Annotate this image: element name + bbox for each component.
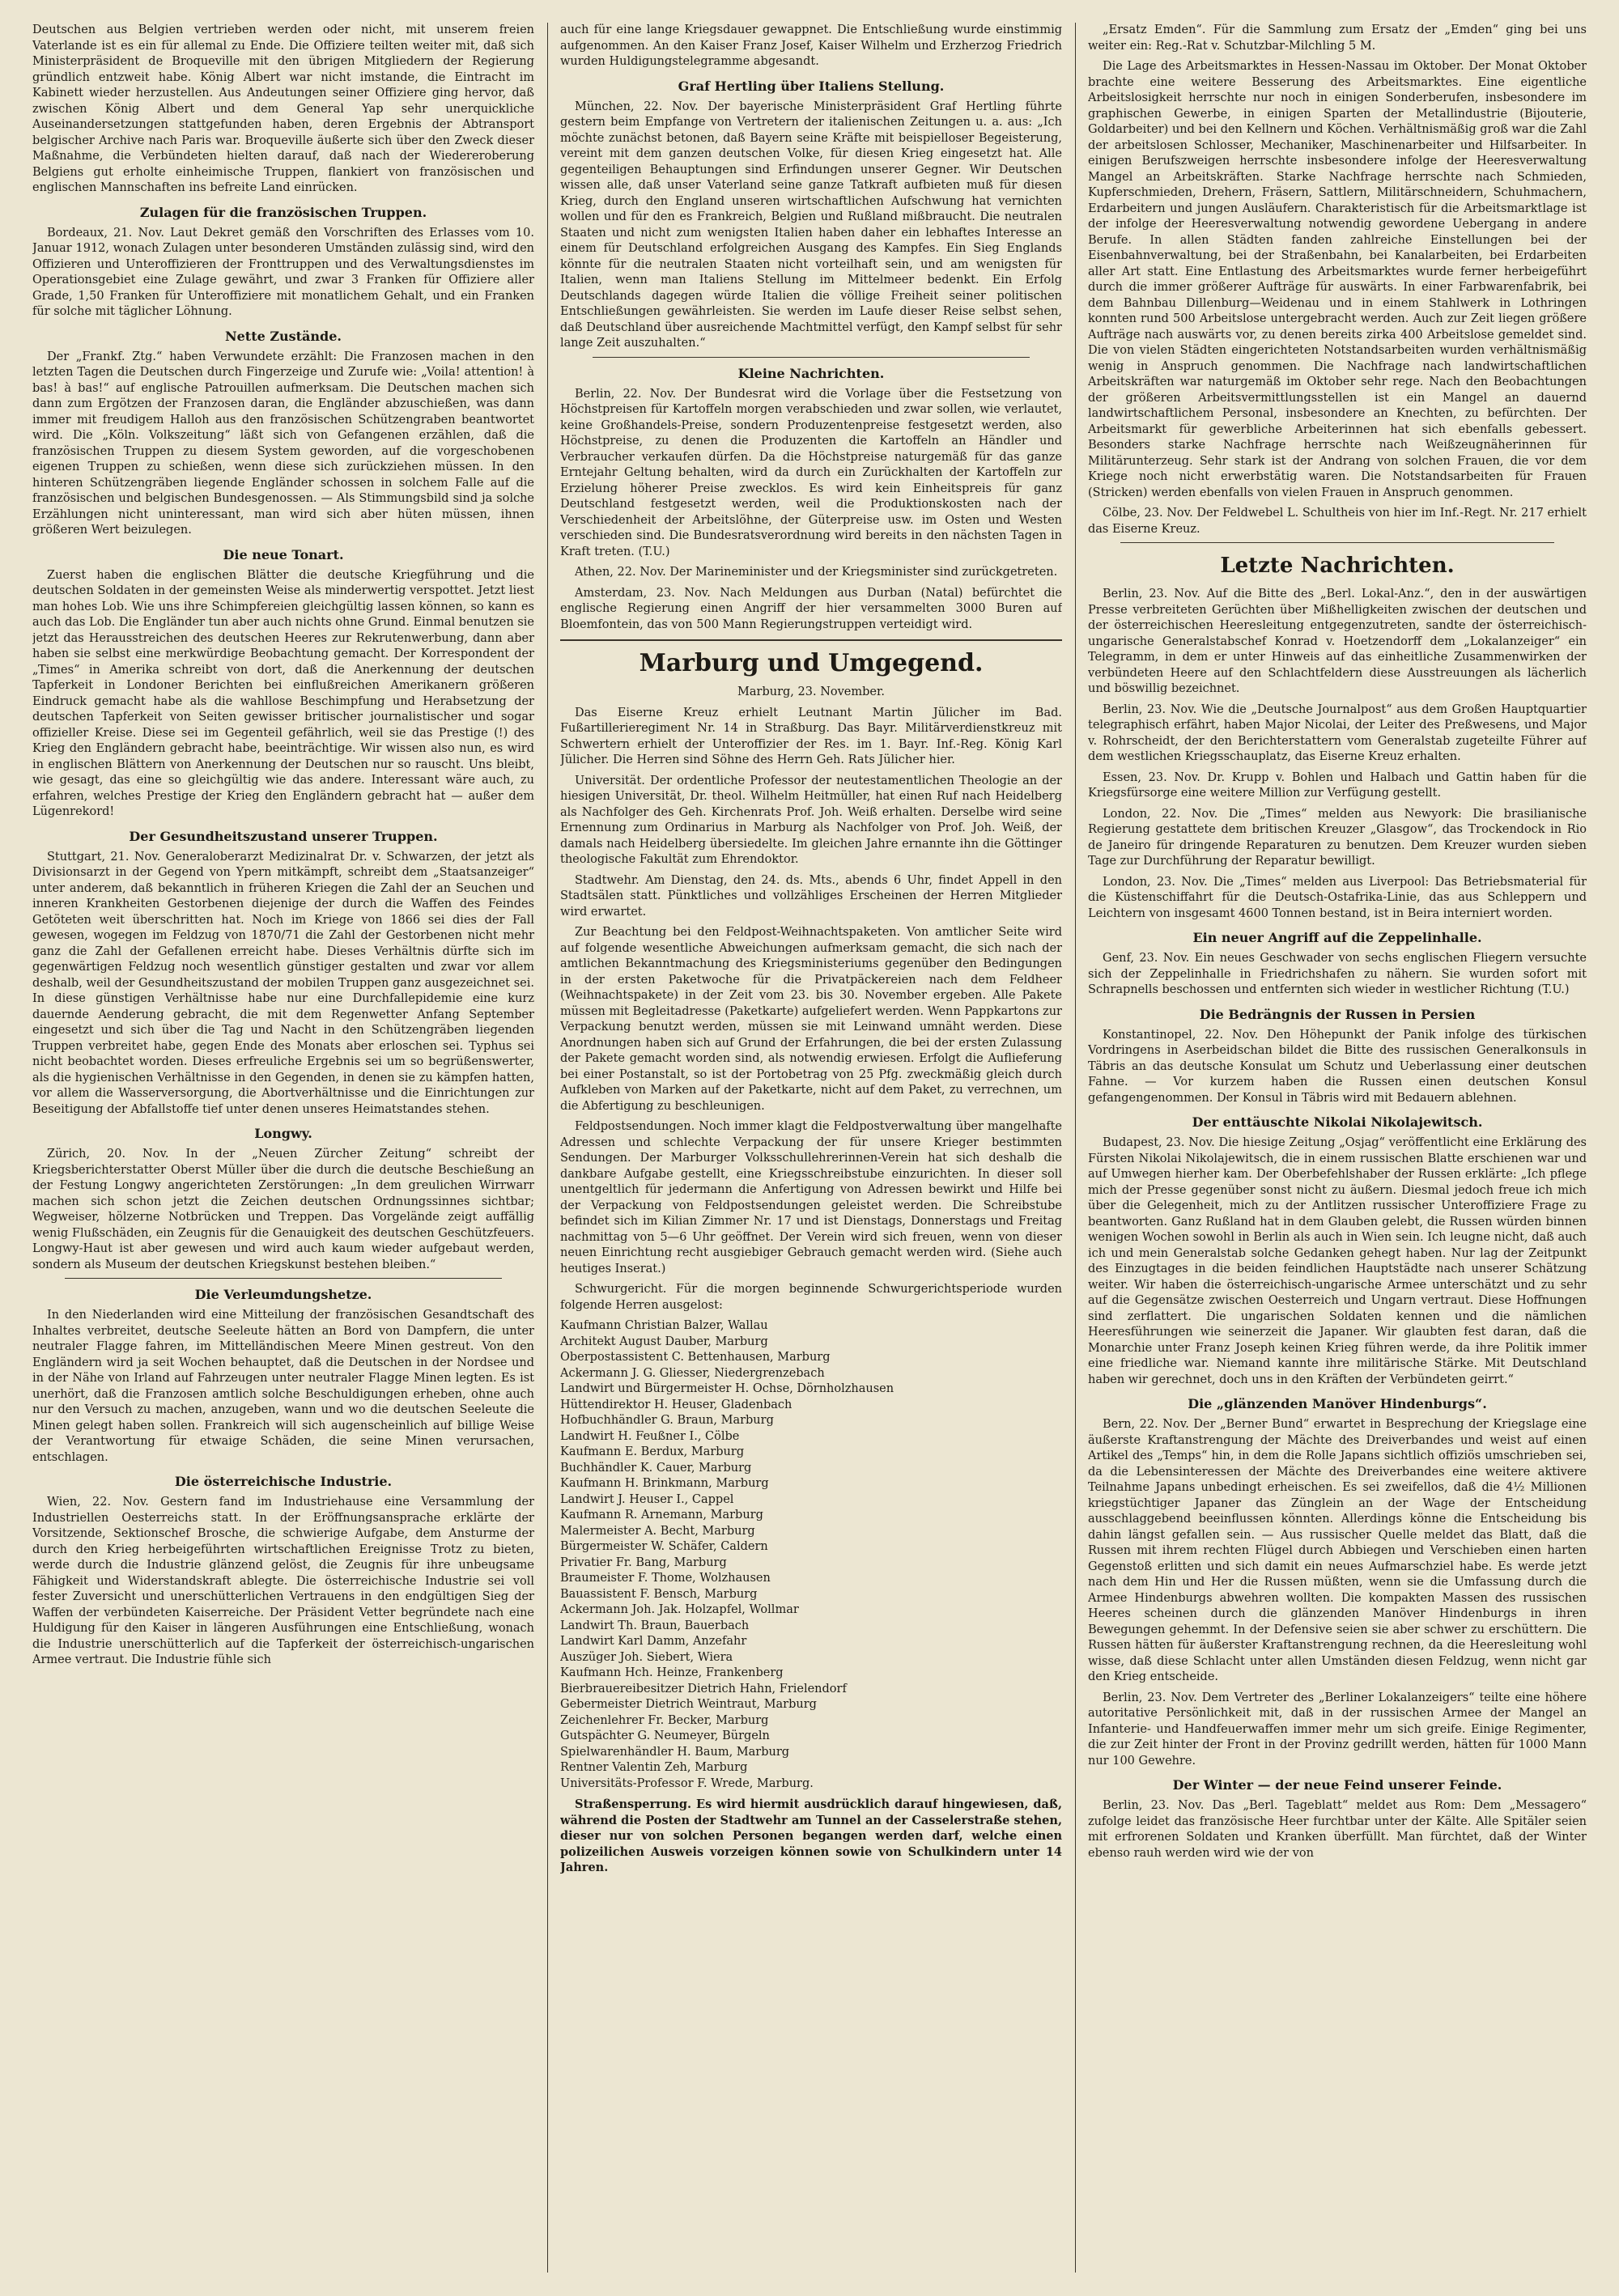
headline-neue-tonart: Die neue Tonart. xyxy=(223,546,344,562)
article-hindenburg: Bern, 22. Nov. Der „Berner Bund“ erwartet in Besprechung der Kriegslage eine äußerste Kraftanstrengung der Mächte des Dreiverbandes und weist auf einen Artikel des „Temps“ hin, in dem die Rolle Japans sichtlich offiziös umschrieben sei, da die Lebensinteressen der Mächte des Dreiverbandes eine weitere aktivere Teilnahme Japans unbedingt erheischen. Es sei zweifellos, daß die 4½ Millionen kriegstüchtiger Japaner das Zünglein an der Wage der Entscheidung ausschlaggebend beeinflussen könnten. Allerdings könne die Entscheidung bis dahin längst gefallen sein. — Aus russischer Quelle meldet das Blatt, daß die Russen mit ihrem rechten Flügel durch Abbiegen und Verschieben einen harten Gegenstoß erlitten und sich damit ein neues Aufmarschziel habe. Es werde jetzt nach dem Hin und Her die Russen müßten, wenn sie die Umfassung durch die Armee Hindenburgs abwehren wollten. Die kompakten Massen des russischen Heeres scheinen durch die glänzenden Manöver Hindenburgs in ihren Bewegungen gehemmt. In der Defensive seien sie aber schwer zu erschüttern. Die Russen hätten für äußerster Kraftanstrengung rechnen, da die Heeresleitung wohl wisse, daß diese Schlacht unter allen Umständen diesen Feldzug, wenn nicht gar den Krieg entscheide. xyxy=(1088,1418,1587,1683)
list-item: Auszüger Joh. Siebert, Wiera xyxy=(560,1650,733,1664)
headline-zulagen: Zulagen für die französischen Truppen. xyxy=(139,204,427,220)
column-rule xyxy=(1075,23,1076,2273)
column-right xyxy=(1088,23,1587,2273)
list-item: Kaufmann E. Berdux, Marburg xyxy=(560,1445,745,1458)
divider xyxy=(65,1278,502,1279)
article-feldpostsendungen: Feldpostsendungen. Noch immer klagt die Feldpostverwaltung über mangelhafte Adressen und schlechte Verpackung der für unsere Krieger bestimmten Sendungen. Der Marburger Volksschullehrerinnen-Verein hat sich deshalb die dankbare Aufgabe gestellt, eine Kriegsschreibstube einzurichten. In dieser soll unentgeltlich für jedermann die Anfertigung von Adressen bewirkt und Hilfe bei der Verpackung von Feldpostsendungen geleistet werden. Die Schreibstube befindet sich im Kilian Zimmer Nr. 17 und ist Dienstags, Donnerstags und Freitag nachmittag von 5—6 Uhr geöffnet. Der Verein wird sich freuen, wenn von dieser neuen Einrichtung recht ausgiebiger Gebrauch gemacht werden wird. (Siehe auch heutiges Inserat.) xyxy=(560,1120,1062,1275)
headline-verleumdung: Die Verleumdungshetze. xyxy=(194,1287,372,1302)
list-item: Privatier Fr. Bang, Marburg xyxy=(560,1555,727,1569)
article-gesundheit: Stuttgart, 21. Nov. Generaloberarzt Medizinalrat Dr. v. Schwarzen, der jetzt als Divisionsarzt in der Gegend von Ypern mitkämpft, schreibt dem „Staatsanzeiger“ unter anderem, daß bekanntlich in früheren Kriegen die Zahl der an Seuchen und inneren Krankheiten Gestorbenen diejenige der durch die Waffen des Feindes Getöteten weit überschritten hat. Noch im Kriege von 1866 sei dies der Fall gewesen, wogegen im Feldzug von 1870/71 die Zahl der Gestorbenen nicht mehr ganz die Zahl der Gefallenen erreicht habe. Dieses Verhältnis dürfte sich im gegenwärtigen Feldzug noch wesentlich günstiger gestalten und zwar vor allem deshalb, weil der Gesundheitszustand der mobilen Truppen ganz ausgezeichnet sei. In diese günstigen Verhältnisse habe nur eine Durchfallepidemie eine kurz dauernde Aenderung gebracht, die mit dem Regenwetter Anfang September eingesetzt und sich über die Tag und Nacht in den Schützengräben liegenden Truppen verbreitet habe, gegen Ende des Monats aber erloschen sei. Typhus sei nicht beobachtet worden. Dieses erfreuliche Ergebnis sei um so begrüßenswerter, als die hygienischen Verhältnisse in den Gegenden, in denen sie zu kämpfen hatten, vor allem die Wasserversorgung, die Abortverhältnisse und die Einrichtungen zur Beseitigung der Abfallstoffe tief unter denen unseres Heimatstandes stehen. xyxy=(32,850,534,1116)
article-nette-zustaende: Der „Frankf. Ztg.“ haben Verwundete erzählt: Die Franzosen machen in den letzten Tagen die Deutschen durch Fingerzeige und Zurufe wie: „Voila! attention! à bas! à bas!“ auf englische Patrouillen aufmerksam. Die Deutschen machen sich dann zum Ergötzen der Franzosen daran, die Engländer abzuschießen, was dann immer mit freudigem Halloh aus den französischen Schützengraben beantwortet wird. Die „Köln. Volkszeitung“ läßt sich von Gefangenen erzählen, daß die französischen Truppen zu diesem System geworden, auf die vorgeschobenen eigenen Truppen zu schießen, wenn diese sich zurückziehen müssen. In den hinteren Schützengräben liegende Engländer schossen in solchem Falle auf die französischen und belgischen Bundesgenossen. — Als Stimmungsbild sind ja solche Erzählungen nicht uninteressant, man wird sich aber hüten müssen, ihnen größeren Wert beizulegen. xyxy=(32,350,534,537)
article-beira: London, 23. Nov. Die „Times“ melden aus Liverpool: Das Betriebsmaterial für die Küstenschiffahrt für die Deutsch-Ostafrika-Linie, das aus Schleppern und Leichtern von insgesamt 4600 Tonnen bestand, ist in Beira interniert worden. xyxy=(1088,875,1587,920)
article-oesterr-industrie: Wien, 22. Nov. Gestern fand im Industriehause eine Versammlung der Industriellen Oesterreichs statt. In der Eröffnungsansprache erklärte der Vorsitzende, Sektionschef Brosche, die schwierige Aufgabe, dem Ansturme der durch den Krieg herbeigeführten wirtschaftlichen Ereignisse Trotz zu bieten, werde durch die Industrie glänzend gelöst, die Zeugnis für ihre unbeugsame Fähigkeit und Widerstandskraft ablegte. Die österreichische Industrie sei voll fester Zuversicht und unerschütterlichen Vertrauens in den endgültigen Sieg der Waffen der verbündeten Kaiserreiche. Der Präsident Vetter begründete nach eine Huldigung für den Kaiser in längeren Ausführungen eine Entschließung, wonach die Industrie unerschütterlich auf die Tapferkeit der österreichisch-ungarischen Armee vertraut. Die Industrie fühle sich xyxy=(32,1496,534,1666)
article-glasgow: London, 22. Nov. Die „Times“ melden aus Newyork: Die brasilianische Regierung gestattete dem britischen Kreuzer „Glasgow“, das Trockendock in Rio de Janeiro für dringende Reparaturen zu benutzen. Dem Kreuzer wurden sieben Tage zur Durchführung der Reparatur bewilligt. xyxy=(1088,807,1587,868)
list-item: Landwirt J. Heuser I., Cappel xyxy=(560,1492,734,1506)
headline-hertling: Graf Hertling über Italiens Stellung. xyxy=(678,78,945,94)
headline-zeppelinhalle: Ein neuer Angriff auf die Zeppelinhalle. xyxy=(1192,930,1482,945)
juror-list xyxy=(560,1318,1062,1792)
list-item: Oberpostassistent C. Bettenhausen, Marburg xyxy=(560,1351,831,1364)
list-item: Landwirt und Bürgermeister H. Ochse, Dörnholzhausen xyxy=(560,1382,894,1395)
article-winter: Berlin, 23. Nov. Das „Berl. Tageblatt“ meldet aus Rom: Dem „Messagero“ zufolge leidet das französische Heer furchtbar unter der Kälte. Alle Spitäler seien mit erfrorenen Soldaten und Kranken überfüllt. Man fürchtet, daß der Winter ebenso rauh werden wird wie der von xyxy=(1088,1799,1587,1860)
newspaper-page xyxy=(32,23,1587,2273)
list-item: Universitäts-Professor F. Wrede, Marburg. xyxy=(560,1776,814,1790)
headline-winter: Der Winter — der neue Feind unserer Feinde. xyxy=(1172,1777,1502,1793)
column-middle xyxy=(560,23,1062,2273)
section-title-letzte-nachrichten: Letzte Nachrichten. xyxy=(1220,554,1455,578)
list-item: Spielwarenhändler H. Baum, Marburg xyxy=(560,1745,790,1759)
list-item: Ackermann Joh. Jak. Holzapfel, Wollmar xyxy=(560,1603,799,1616)
list-item: Architekt August Dauber, Marburg xyxy=(560,1335,768,1348)
list-item: Kaufmann Christian Balzer, Wallau xyxy=(560,1319,768,1332)
article-eisernes-kreuz: Das Eiserne Kreuz erhielt Leutnant Martin Jülicher im Bad. Fußartillerieregiment Nr. 14 in Straßburg. Das Bayr. Militärverdienstkreuz mit Schwertern erhielt der Unteroffizier der Res. im 1. Bayr. Inf.-Reg. König Karl Jülicher. Die Herren sind Söhne des Herrn Geh. Rats Jülicher hier. xyxy=(560,706,1062,766)
list-item: Gebermeister Dietrich Weintraut, Marburg xyxy=(560,1698,817,1711)
article-verleumdung: In den Niederlanden wird eine Mitteilung der französischen Gesandtschaft des Inhaltes verbreitet, deutsche Seeleute hätten an Bord von Dampfern, die unter neutraler Flagge fahren, im Mittelländischen Meere Minen gestreut. Von den Engländern wird ja seit Wochen behauptet, daß die Deutschen in der Nordsee und in der Nähe von Irland auf Fahrzeugen unter neutraler Flagge Minen legten. Es ist unerhört, daß die Franzosen amtlich solche Beschuldigungen erheben, ohne auch nur den Versuch zu machen, anzugeben, wann und wo die deutschen Seeleute die Minen gelegt haben sollen. Frankreich will sich augenscheinlich auf billige Weise der Verantwortung für etwaige Schäden, die seine Minen verursachen, entschlagen. xyxy=(32,1309,534,1464)
headline-hindenburg: Die „glänzenden Manöver Hindenburgs“. xyxy=(1188,1396,1487,1411)
headline-nikolai: Der enttäuschte Nikolai Nikolajewitsch. xyxy=(1192,1114,1483,1130)
article-neue-tonart: Zuerst haben die englischen Blätter die deutsche Kriegführung und die deutschen Soldaten in der gemeinsten Weise als minderwertig verspottet. Jetzt liest man hohes Lob. Wie uns ihre Schimpfereien gleichgültig lassen können, so kann es auch das Lob. Die Engländer tun aber auch nichts ohne Grund. Einmal benutzen sie jetzt das Herausstreichen des deutschen Heeres zur Rekrutenwerbung, dann aber haben sie selbst eine merkwürdige Beobachtung gemacht. Der Korrespondent der „Times“ in Amerika schreibt von dort, daß die Anerkennung der deutschen Tapferkeit in Londoner Berichten bei einflußreichen Amerikanern größeren Eindruck gemacht habe als die wahllose Beschimpfung und Herabsetzung der deutschen Tapferkeit von Seiten gewisser britischer journalistischer und sogar offizieller Kreise. Diese sei im Gegenteil gefährlich, weil sie das Prestige (!) des Krieg den Engländern gebracht habe, beeinträchtige. Wir wissen also nun, es wird in englischen Blättern von Anerkennung der Deutschen nur so rauscht. Uns bleibt, wie gesagt, das eine so gleichgültig wie das andere. Interessant wäre auch, zu erfahren, welches Prestige der Krieg den Engländern gebracht hat — außer dem Lügenrekord! xyxy=(32,568,534,818)
article-schwurgericht: Schwurgericht. Für die morgen beginnende Schwurgerichtsperiode wurden folgende Herren ausgelost: xyxy=(560,1283,1062,1312)
list-item: Buchhändler K. Cauer, Marburg xyxy=(560,1461,752,1475)
article-feldpost-pakete: Zur Beachtung bei den Feldpost-Weihnachtspaketen. Von amtlicher Seite wird auf folgende wesentliche Abweichungen aufmerksam gemacht, die sich nach der amtlichen Bekanntmachung des Kriegsministeriums gegenüber den Bedingungen in der ersten Paketwoche für die Privatpäckereien nach dem Feldheer (Weihnachtspakete) in der Zeit vom 23. bis 30. November ergeben. Alle Pakete müssen mit Begleitadresse (Paketkarte) aufgeliefert werden. Wenn Pappkartons zur Verpackung benutzt werden, müssen sie mit Leinwand umnäht werden. Diese Anordnungen haben sich auf Grund der Erfahrungen, die bei der ersten Zulassung der Pakete gemacht worden sind, als notwendig erwiesen. Erfolgt die Auflieferung bei einer Postanstalt, so ist der Portobetrag von 25 Pfg. zweckmäßig gleich durch Aufkleben von Marken auf der Paketkarte, nicht auf dem Paket, zu verrechnen, um die Abfertigung zu beschleunigen. xyxy=(560,926,1062,1113)
headline-persien: Die Bedrängnis der Russen in Persien xyxy=(1199,1006,1476,1022)
article-universitaet: Universität. Der ordentliche Professor der neutestamentlichen Theologie an der hiesigen Universität, Dr. theol. Wilhelm Heitmüller, hat einen Ruf nach Heidelberg als Nachfolger des Geh. Kirchenrats Prof. Joh. Weiß erhalten. Derselbe wird seine Ernennung zum Ordinarius in Marburg als Nachfolger von Prof. Joh. Weiß, der damals nach Heidelberg übersiedelte. Im gleichen Jahre ernannte ihn die Göttinger theologische Fakultät zum Ehrendoktor. xyxy=(560,774,1062,866)
article-persien: Konstantinopel, 22. Nov. Den Höhepunkt der Panik infolge des türkischen Vordringens in Aserbeidschan bildet die Bitte des russischen Generalkonsuls in Täbris an das deutsche Konsulat um Schutz und Ueberlassung einer deutschen Fahne. — Vor kurzem haben die Russen einen deutschen Konsul gefangengenommen. Der Konsul in Täbris wird mit Bedauern ablehnen. xyxy=(1088,1028,1587,1105)
article-arbeitsmarkt: Die Lage des Arbeitsmarktes in Hessen-Nassau im Oktober. Der Monat Oktober brachte eine weitere Besserung des Arbeitsmarktes. Eine eigentliche Arbeitslosigkeit herrschte nur noch in einigen Sonderberufen, insbesondere im graphischen Gewerbe, in einigen Sparten der Metallindustrie (Bijouterie, Goldarbeiter) und bei den Kellnern und Köchen. Verhältnismäßig groß war die Zahl der arbeitslosen Schlosser, Mechaniker, Maschinenarbeiter und Hilfsarbeiter. In einigen Berufszweigen herrschte insbesondere infolge der Heeresverwaltung Mangel an Arbeitskräften. Starke Nachfrage herrschte nach Schmieden, Kupferschmieden, Drehern, Fräsern, Sattlern, Militärschneidern, Schuhmachern, Erdarbeitern und jungen Ausläufern. Charakteristisch für die Arbeitsmarktlage ist der infolge der Heeresverwaltung notwendig gewordene Uebergang in andere Berufe. In allen Städten fanden zahlreiche Einstellungen bei der Eisenbahnverwaltung, bei der Straßenbahn, bei Kanalarbeiten, bei Erdarbeiten aller Art statt. Eine Entlastung des Arbeitsmarktes wurde ferner herbeigeführt durch die immer größerer Aufträge für auswärts. In einer Farbwarenfabrik, bei dem Bahnbau Dillenburg—Weidenau und in einem Stahlwerk in Lothringen konnten rund 500 Arbeitslose untergebracht werden. Auch zur Zeit liegen größere Aufträge nach auswärts vor, zu denen bereits zirka 400 Arbeitslose gemeldet sind. Die von vielen Städten eingerichteten Notstandsarbeiten wurden verhältnismäßig wenig in Anspruch genommen. Die Nachfrage nach landwirtschaftlichen Arbeitskräften war naturgemäß im Oktober sehr rege. Nach den Beobachtungen der größeren Arbeitsvermittlungsstellen ist ein Mangel an dauernd landwirtschaftlichem Personal, insbesondere an Knechten, zu befürchten. Der Arbeitsmarkt für gewerbliche Arbeiterinnen hat sich ebenfalls gebessert. Besonders starke Nachfrage herrschte nach Weißzeugnäherinnen für Militärunterzeug. Sehr stark ist der Andrang von solchen Frauen, die vor dem Kriege noch nicht erwerbstätig waren. Die Notstandsarbeiten für Frauen (Stricken) werden ebenfalls von vielen Frauen in Anspruch genommen. xyxy=(1088,60,1587,499)
list-item: Landwirt Karl Damm, Anzefahr xyxy=(560,1635,747,1648)
divider xyxy=(1120,542,1554,543)
headline-oesterr-industrie: Die österreichische Industrie. xyxy=(174,1474,393,1489)
list-item: Landwirt H. Feußner I., Cölbe xyxy=(560,1429,740,1443)
list-item: Hofbuchhändler G. Braun, Marburg xyxy=(560,1414,774,1427)
article-stadtwehr: Stadtwehr. Am Dienstag, den 24. ds. Mts., abends 6 Uhr, findet Appell in den Stadtsälen statt. Pünktliches und vollzähliges Erscheinen der Herren Mitglieder wird erwartet. xyxy=(560,873,1062,919)
list-item: Bürgermeister W. Schäfer, Caldern xyxy=(560,1540,768,1553)
list-item: Hüttendirektor H. Heuser, Gladenbach xyxy=(560,1398,793,1411)
list-item: Braumeister F. Thome, Wolzhausen xyxy=(560,1572,771,1585)
headline-nette-zustaende: Nette Zustände. xyxy=(225,328,342,344)
list-item: Ackermann J. G. Gliesser, Niedergrenzebach xyxy=(560,1366,825,1380)
list-item: Kaufmann Hch. Heinze, Frankenberg xyxy=(560,1666,784,1679)
list-item: Gutspächter G. Neumeyer, Bürgeln xyxy=(560,1729,770,1742)
headline-gesundheit: Der Gesundheitszustand unserer Truppen. xyxy=(129,828,438,844)
article-coelbe: Cölbe, 23. Nov. Der Feldwebel L. Schultheis von hier im Inf.-Regt. Nr. 217 erhielt das Eiserne Kreuz. xyxy=(1088,507,1587,536)
article-strassensperrung: Straßensperrung. Es wird hiermit ausdrücklich darauf hingewiesen, daß, während die Posten der Stadtwehr am Tunnel an der Casselerstraße stehen, dieser nur von solchen Personen begangen werden darf, welche einen polizeilichen Ausweis vorzeigen können sowie von Schulkindern unter 14 Jahren. xyxy=(560,1797,1062,1874)
headline-longwy: Longwy. xyxy=(254,1126,312,1141)
list-item: Malermeister A. Becht, Marburg xyxy=(560,1524,755,1538)
article-athen: Athen, 22. Nov. Der Marineminister und der Kriegsminister sind zurückgetreten. xyxy=(575,566,1058,579)
list-item: Kaufmann R. Arnemann, Marburg xyxy=(560,1509,763,1521)
article-amsterdam: Amsterdam, 23. Nov. Nach Meldungen aus Durban (Natal) befürchtet die englische Regierung einen Angriff der hier versammelten 3000 Buren auf Bloemfontein, das von 500 Mann Regierungstruppen verteidigt wird. xyxy=(560,586,1062,631)
article-kartoffeln: Berlin, 22. Nov. Der Bundesrat wird die Vorlage über die Festsetzung von Höchstpreisen für Kartoffeln morgen verabschieden und zwar sollen, wie verlautet, keine Großhandels-Preise, sondern Produzentenpreise festgesetzt werden, also Höchstpreise, zu denen die Produzenten die Kartoffeln an Händler und Verbraucher verkaufen dürfen. Da die Höchstpreise naturgemäß für das ganze Erntejahr Geltung behalten, wird da durch ein Zurückhalten der Kartoffeln zur Erzielung höherer Preise zwecklos. Es wird kein Einheitspreis für ganz Deutschland festgesetzt werden, weil die Produktionskosten nach der Verschiedenheit der Arbeitslöhne, der Güterpreise usw. im Osten und Westen verschieden sind. Die Bundesratsverordnung wird bereits in den nächsten Tagen in Kraft treten. (T.U.) xyxy=(560,387,1062,558)
list-item: Rentner Valentin Zeh, Marburg xyxy=(560,1761,748,1774)
list-item: Bauassistent F. Bensch, Marburg xyxy=(560,1587,758,1601)
article-krupp: Essen, 23. Nov. Dr. Krupp v. Bohlen und Halbach und Gattin haben für die Kriegsfürsorge eine weitere Million zur Verfügung gestellt. xyxy=(1088,770,1587,800)
article-belgium-continued: Deutschen aus Belgien vertrieben werden oder nicht, mit unserem freien Vaterlande ist es ein für allemal zu Ende. Die Offiziere teilten weiter mit, daß sich Ministerpräsident de Broqueville mit den übrigen Mitgliedern der Regierung gründlich entzweit habe. König Albert war nicht imstande, die Eintracht im Kabinett wieder herzustellen. Aus Andeutungen seiner Offiziere ging hervor, daß zwischen König Albert und dem General Yap sehr unerquickliche Auseinandersetzungen stattgefunden haben, deren Ergebnis der Abtransport belgischer Archive nach Paris war. Broqueville äußerte sich über den Zweck dieser Maßnahme, die Verbündeten hielten darauf, daß nach der Wiedereroberung Belgiens gut erholte einheimische Truppen, flankiert von französischen und englischen Mannschaften ins befreite Land einrücken. xyxy=(32,23,534,194)
headline-kleine-nachrichten: Kleine Nachrichten. xyxy=(737,365,885,381)
article-hertling: München, 22. Nov. Der bayerische Ministerpräsident Graf Hertling führte gestern beim Empfange von Vertretern der italienischen Zeitungen u. a. aus: „Ich möchte zunächst betonen, daß Bayern seine Kräfte mit beispielloser Begeisterung, vereint mit dem ganzen deutschen Volke, für diesen Krieg eingesetzt hat. Alle gegenteiligen Behauptungen sind Erfindungen unserer Gegner. Wir Deutschen wissen alle, daß unser Vaterland seine ganze Tatkraft aufbieten muß für diesen Krieg, durch den England unseren wirtschaftlichen Aufschwung hat vernichten wollen und für den es Frankreich, Belgien und Rußland mißbraucht. Die neutralen Staaten und nicht zum wenigsten Italien haben daher ein lebhaftes Interesse an einem für Deutschland erfolgreichen Ausgang des Kampfes. Ein Sieg Englands könnte für die neutralen Staaten nicht vorteilhaft sein, und am wenigsten für Italien, wenn man Italiens Stellung im Mittelmeer bedenkt. Ein Erfolg Deutschlands dagegen würde Italien die völlige Freiheit seiner politischen Entschließungen gewährleisten. Sie werden im Laufe dieser Reise selbst sehen, daß Deutschland über ausreichende Machtmittel verfügt, den Kampf selbst für sehr lange Zeit auszuhalten.“ xyxy=(560,100,1062,350)
article-zulagen: Bordeaux, 21. Nov. Laut Dekret gemäß den Vorschriften des Erlasses vom 10. Januar 1912, wonach Zulagen unter besonderen Umständen zulässig sind, wird den Offizieren und Unteroffizieren der Fronttruppen und des Verwaltungsdienstes im Operationsgebiet eine Zulage gewährt, und zwar 3 Franken für Offiziere aller Grade, 1,50 Franken für Unteroffiziere mit monatlichem Gehalt, und ein Franken für solche mit täglicher Löhnung. xyxy=(32,226,534,318)
divider xyxy=(593,357,1030,358)
list-item: Bierbrauereibesitzer Dietrich Hahn, Frielendorf xyxy=(560,1682,847,1695)
section-title-marburg: Marburg und Umgegend. xyxy=(639,649,984,677)
column-left xyxy=(32,23,534,2273)
article-industrie-continued: auch für eine lange Kriegsdauer gewappnet. Die Entschließung wurde einstimmig aufgenommen. An den Kaiser Franz Josef, Kaiser Wilhelm und Erzherzog Friedrich wurden Huldigungstelegramme abgesandt. xyxy=(560,23,1062,68)
list-item: Zeichenlehrer Fr. Becker, Marburg xyxy=(560,1713,769,1727)
article-ersatz-emden: „Ersatz Emden“. Für die Sammlung zum Ersatz der „Emden“ ging bei uns weiter ein: Reg.-Rat v. Schutzbar-Milchling 5 M. xyxy=(1088,23,1587,53)
article-eisernes-kreuz-major: Berlin, 23. Nov. Wie die „Deutsche Journalpost“ aus dem Großen Hauptquartier telegraphisch erfährt, haben Major Nicolai, der Leiter des Preßwesens, und Major v. Rohrscheidt, der den Berichterstattern vom Generalstab zugeteilte Führer auf dem westlichen Kriegsschauplatz, das Eiserne Kreuz erhalten. xyxy=(1088,702,1587,763)
list-item: Landwirt Th. Braun, Bauerbach xyxy=(560,1619,750,1632)
article-nikolai: Budapest, 23. Nov. Die hiesige Zeitung „Osjag“ veröffentlicht eine Erklärung des Fürsten Nikolai Nikolajewitsch, die in einem russischen Blatte erschienen war und auf Umwegen hierher kam. Der Oberbefehlshaber der Russen erklärte: „Ich pflege mich der Presse gegenüber sonst nicht zu äußern. Diesmal jedoch freue ich mich über die Gelegenheit, mich zu der Antlitzen russischer Unteroffiziere Frage zu beantworten. Ganz Rußland hat in dem Glauben gelebt, die Russen würden binnen wenigen Wochen sowohl in Berlin als auch in Wien sein. Ich leugne nicht, daß auch ich und mein Generalstab solche Gedanken gehegt haben. Nur lag der Zeitpunkt des Einzugtages in die beiden feindlichen Hauptstädte nach unserer Schätzung weiter. Wir haben die österreichisch-ungarische Armee unterschätzt und zu sehr auf die Gegensätze zwischen Oesterreich und Ungarn vertraut. Diese Hoffnungen sind zerflattert. Die ungarischen Soldaten kennen und die nämlichen Heeresführungen wie seinerzeit die Japaner. Wir glaubten fest daran, daß die Monarchie unter Franz Joseph keinen Krieg führen werde, da ihre Politik immer eine friedliche war. Niemand kannte ihre militärische Stärke. Mit Deutschland haben wir gerechnet, doch uns in den Kräften der Verbündeten geirrt.“ xyxy=(1088,1136,1587,1386)
article-hoetzendorff: Berlin, 23. Nov. Auf die Bitte des „Berl. Lokal-Anz.“, den in der auswärtigen Presse verbreiteten Gerüchten über Mißhelligkeiten zwischen der deutschen und der österreichischen Heeresleitung entgegenzutreten, sandte der österreichisch-ungarische Generalstabschef Konrad v. Hoetzendorff dem „Lokalanzeiger“ ein Telegramm, in dem er unter Hinweis auf das einheitliche Zusammenwirken der verbündeten Heere auf den Schlachtfeldern diese Ausstreuungen als lächerlich und böswillig bezeichnet. xyxy=(1088,588,1587,695)
divider-thick xyxy=(560,639,1062,641)
article-zeppelinhalle: Genf, 23. Nov. Ein neues Geschwader von sechs englischen Fliegern versuchte sich der Zeppelinhalle in Friedrichshafen zu nähern. Sie wurden sofort mit Schrapnells beschossen und entfernten sich wieder in westlicher Richtung (T.U.) xyxy=(1088,952,1587,996)
list-item: Kaufmann H. Brinkmann, Marburg xyxy=(560,1477,769,1490)
article-longwy: Zürich, 20. Nov. In der „Neuen Zürcher Zeitung“ schreibt der Kriegsberichterstatter Oberst Müller über die durch die deutsche Beschießung an der Festung Longwy angerichteten Zerstörungen: „In dem greulichen Wirrwarr machen sich schon jetzt die Zeichen deutschen Ordnungssinnes sichtbar; Wegweiser, hölzerne Notbrücken und Treppen. Das Vorgelände zeigt auffällig wenig Flußschäden, ein Zeugnis für die Genauigkeit des deutschen Geschützfeuers. Longwy-Haut ist aber gewesen und wird auch kaum wieder aufgebaut werden, sondern als Museum der deutschen Kriegskunst bestehen bleiben.“ xyxy=(32,1148,534,1271)
dateline-marburg: Marburg, 23. November. xyxy=(737,685,885,698)
column-rule xyxy=(547,23,548,2273)
article-lokalanzeiger: Berlin, 23. Nov. Dem Vertreter des „Berliner Lokalanzeigers“ teilte eine höhere autoritative Persönlichkeit mit, daß in der russischen Armee der Mangel an Infanterie- und Handfeuerwaffen immer mehr um sich greife. Einige Regimenter, die zur Zeit hinter der Front in der Provinz gedrillt werden, hätten für 1000 Mann nur 100 Gewehre. xyxy=(1088,1691,1587,1768)
